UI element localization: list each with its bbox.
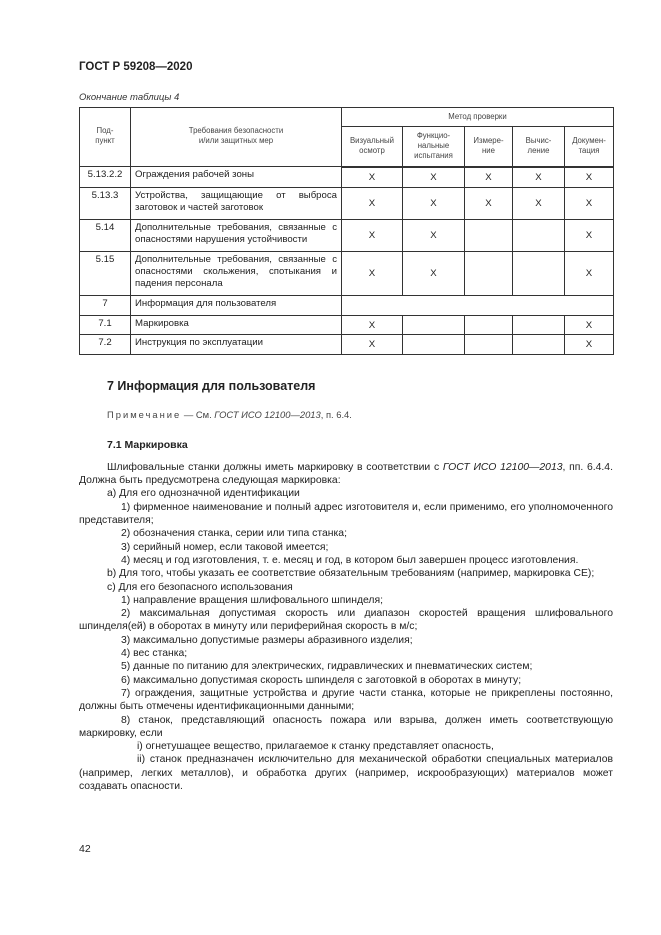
- list-item: 5) данные по питанию для электрических, гидравлических и пневматических систем;: [121, 661, 533, 673]
- subsection-title: 7.1 Маркировка: [107, 438, 188, 451]
- item-b: b) Для того, чтобы указать ее соответствие обязательным требованиям (например, маркировка CE);: [107, 568, 595, 580]
- mark-cell: X: [565, 335, 614, 355]
- mark-cell: [403, 335, 465, 355]
- document-id: ГОСТ Р 59208—2020: [79, 61, 193, 73]
- page-number: 42: [79, 843, 91, 855]
- mark-cell: X: [403, 188, 465, 220]
- mark-cell: X: [565, 167, 614, 188]
- mark-cell: X: [342, 188, 403, 220]
- subclause-cell: 7.2: [80, 335, 131, 355]
- subclause-cell: 7: [80, 296, 131, 316]
- requirement-cell: Дополнительные требования, связанные с опасностями скольжения, спотыкания и падения персонала: [131, 252, 342, 296]
- list-item: 2) обозначения станка, серии или типа станка;: [121, 528, 347, 540]
- requirement-cell: Дополнительные требования, связанные с опасностями нарушения устойчивости: [131, 220, 342, 252]
- mark-cell: [465, 252, 513, 296]
- subclause-cell: 7.1: [80, 316, 131, 335]
- mark-cell: X: [342, 316, 403, 335]
- subclause-cell: 5.13.2.2: [80, 167, 131, 188]
- mark-cell: [513, 252, 565, 296]
- subclause-cell: 5.13.3: [80, 188, 131, 220]
- mark-cell: X: [465, 167, 513, 188]
- table-row: [80, 220, 614, 252]
- list-item: 2) максимальная допустимая скорость или диапазон скоростей вращения шлифовального шпинделя(ей) в оборотах в минуту или периферийная скорость в м/с;: [79, 608, 613, 633]
- col-method-0: Визуальный осмотр: [342, 127, 403, 167]
- requirement-cell: Инструкция по эксплуатации: [131, 335, 342, 355]
- col-method-2: Измере- ние: [465, 127, 513, 167]
- table-row: [80, 335, 614, 355]
- item-c: c) Для его безопасного использования: [107, 581, 293, 593]
- mark-cell: X: [403, 252, 465, 296]
- mark-cell: [513, 316, 565, 335]
- section-body: [79, 380, 613, 793]
- mark-cell: X: [342, 220, 403, 252]
- col-requirements: Требования безопасности и/или защитных мер: [131, 108, 342, 167]
- mark-cell: X: [565, 252, 614, 296]
- subclause-cell: 5.14: [80, 220, 131, 252]
- list-item: 8) станок, представляющий опасность пожара или взрыва, должен иметь соответствующую маркировку, если: [79, 714, 613, 739]
- list-item: 1) направление вращения шлифовального шпинделя;: [121, 594, 384, 606]
- table-caption: Окончание таблицы 4: [79, 92, 180, 103]
- intro-paragraph: Шлифовальные станки должны иметь маркировку в соответствии с ГОСТ ИСО 12100—2013, пп. 6.4.4. Должна быть предусмотрена следующая маркировка:: [79, 461, 613, 487]
- mark-cell: X: [565, 316, 614, 335]
- table-row: [80, 252, 614, 296]
- requirement-cell: Информация для пользователя: [131, 296, 342, 316]
- list-item: 3) максимально допустимые размеры абразивного изделия;: [121, 634, 413, 646]
- section-title: 7 Информация для пользователя: [107, 379, 316, 393]
- requirement-cell: Маркировка: [131, 316, 342, 335]
- mark-cell: [465, 316, 513, 335]
- mark-cell: X: [342, 335, 403, 355]
- col-method-1: Функцио- нальные испытания: [403, 127, 465, 167]
- list-item: ii) станок предназначен исключительно для механической обработки специальных материалов (например, легких металлов), и обработка других (например, искрообразующих) материалов может создавать опасности.: [79, 754, 613, 793]
- mark-cell: X: [565, 220, 614, 252]
- col-method: Метод проверки: [342, 108, 614, 127]
- mark-cell: [465, 220, 513, 252]
- list-item: 4) вес станка;: [121, 648, 188, 660]
- col-method-3: Вычис- ление: [513, 127, 565, 167]
- list-item: 3) серийный номер, если таковой имеется;: [121, 541, 329, 553]
- requirement-cell: Устройства, защищающие от выброса заготовок и частей заготовок: [131, 188, 342, 220]
- table-row: [80, 316, 614, 335]
- mark-cell: X: [513, 188, 565, 220]
- mark-cell: X: [403, 220, 465, 252]
- table-row: [80, 296, 614, 316]
- col-method-4: Докумен- тация: [565, 127, 614, 167]
- col-subclause: Под- пункт: [80, 108, 131, 167]
- mark-cell: X: [565, 188, 614, 220]
- table-row: [80, 167, 614, 188]
- mark-cell: [403, 316, 465, 335]
- mark-cell: [513, 220, 565, 252]
- list-item: 6) максимально допустимая скорость шпинделя с заготовкой в оборотах в минуту;: [121, 674, 522, 686]
- mark-cell: [513, 335, 565, 355]
- list-item: 1) фирменное наименование и полный адрес изготовителя и, если применимо, его уполномоченного представителя;: [79, 501, 613, 527]
- mark-cell: X: [465, 188, 513, 220]
- mark-cell: X: [342, 167, 403, 188]
- table-row: [80, 188, 614, 220]
- requirement-cell: Ограждения рабочей зоны: [131, 167, 342, 188]
- empty-cell: [342, 296, 614, 316]
- note: Примечание — См. ГОСТ ИСО 12100—2013, п. 6.4.: [107, 409, 352, 421]
- list-item: 7) ограждения, защитные устройства и другие части станка, которые не прикреплены постоянно, должны быть отмечены идентификационными данными;: [79, 687, 613, 713]
- mark-cell: X: [342, 252, 403, 296]
- mark-cell: X: [403, 167, 465, 188]
- list-item: i) огнетушащее вещество, прилагаемое к станку представляет опасность,: [137, 741, 494, 753]
- verification-table: [79, 107, 614, 355]
- list-item: 4) месяц и год изготовления, т. е. месяц и год, в котором был завершен процесс изготовления.: [121, 554, 579, 566]
- mark-cell: [465, 335, 513, 355]
- item-a: a) Для его однозначной идентификации: [107, 488, 300, 500]
- mark-cell: X: [513, 167, 565, 188]
- subclause-cell: 5.15: [80, 252, 131, 296]
